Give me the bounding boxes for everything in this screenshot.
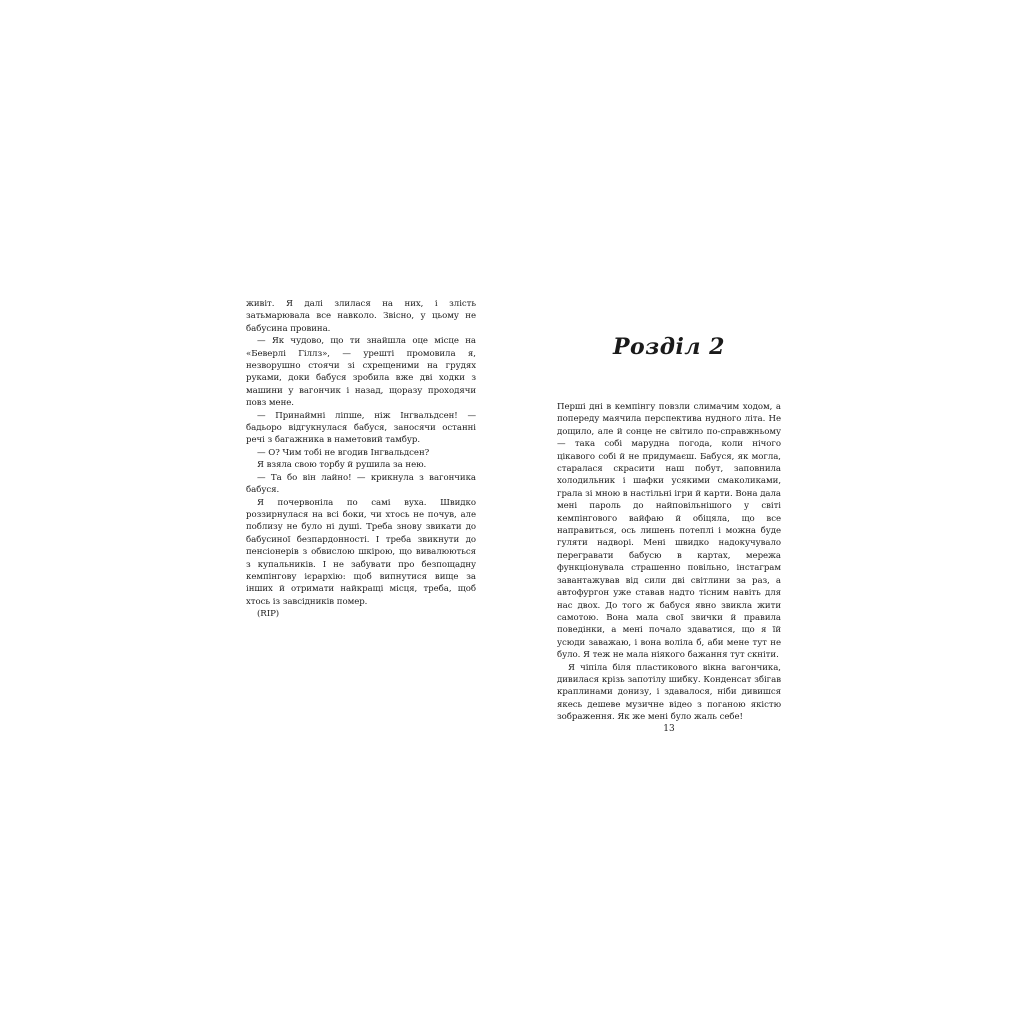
- left-paragraph-7: Я почервоніла по самі вуха. Швидко роззирнулася на всі боки, чи хтось не почув, але поблизу не було ні душі. Треба знову звикати до бабусиної безпардонності. І треба звикнути до пенсіонерів з обвислою шкірою, що вивалюються з купальників. І не забувати про безпощадну кемпінгову ієрархію: щоб випнутися вище за інших й отримати найкращі місця, треба, щоб хтось із завсідників помер.: [246, 497, 476, 607]
- left-paragraph-6: — Та бо він лайно! — крикнула з вагончика бабуся.: [246, 472, 476, 496]
- right-page-text: [557, 401, 781, 724]
- page-number: 13: [663, 724, 675, 734]
- left-paragraph-4: — О? Чим тобі не вгодив Інгвальдсен?: [257, 447, 430, 458]
- left-page: [246, 298, 476, 621]
- left-paragraph-5: Я взяла свою торбу й рушила за нею.: [257, 460, 427, 471]
- left-paragraph-8: (RIP): [257, 609, 280, 620]
- left-paragraph-1: живіт. Я далі злилася на них, і злість затьмарювала все навколо. Звісно, у цьому не бабусина провина.: [246, 299, 476, 334]
- chapter-title: Розділ 2: [613, 334, 725, 360]
- left-paragraph-2: — Як чудово, що ти знайшла оце місце на «Беверлі Гіллз», — урешті промовила я, незворушно стоячи зі схрещеними на грудях руками, доки бабуся зробила вже дві ходки з машини у вагончик і назад, щоразу проходячи повз мене.: [246, 336, 476, 409]
- right-paragraph-1: Перші дні в кемпінгу повзли слимачим ходом, а попереду маячила перспектива нудного літа. Не дощило, але й сонце не світило по-справжньому — така собі марудна погода, коли нічого цікавого собі й не придумаєш. Бабуся, як могла, старалася скрасити наш побут, заповнила холодильник і шафки усякими смаколиками, грала зі мною в настільні ігри й карти. Вона дала мені пароль до найповільнішого у світі кемпінгового вайфаю й обіцяла, що все направиться, ось лишень потеплі і можна буде гуляти надворі. Мені швидко надокучувало перегравати бабусю в картах, мережа функціонувала страшенно повільно, інстаграм завантажував від сили дві світлини за раз, а автофургон уже ставав надто тісним навіть для нас двох. До того ж бабуся явно звикла жити самотою. Вона мала свої звички й правила поведінки, а мені почало здаватися, що я їй усюди заважаю, і вона воліла б, аби мене тут не було. Я теж не мала ніякого бажання тут скніти.: [557, 402, 781, 661]
- left-paragraph-3: — Принаймні ліпше, ніж Інгвальдсен! — бадьоро відгукнулася бабуся, заносячи останні речі з багажника в наметовий тамбур.: [246, 410, 476, 446]
- right-paragraph-2: Я чіпіла біля пластикового вікна вагончика, дивилася крізь запотілу шибку. Конденсат збігав краплинами донизу, і здавалося, ніби дивишся якесь дешеве музичне відео з поганою якістю зображення. Як же мені було жаль себе!: [557, 662, 781, 723]
